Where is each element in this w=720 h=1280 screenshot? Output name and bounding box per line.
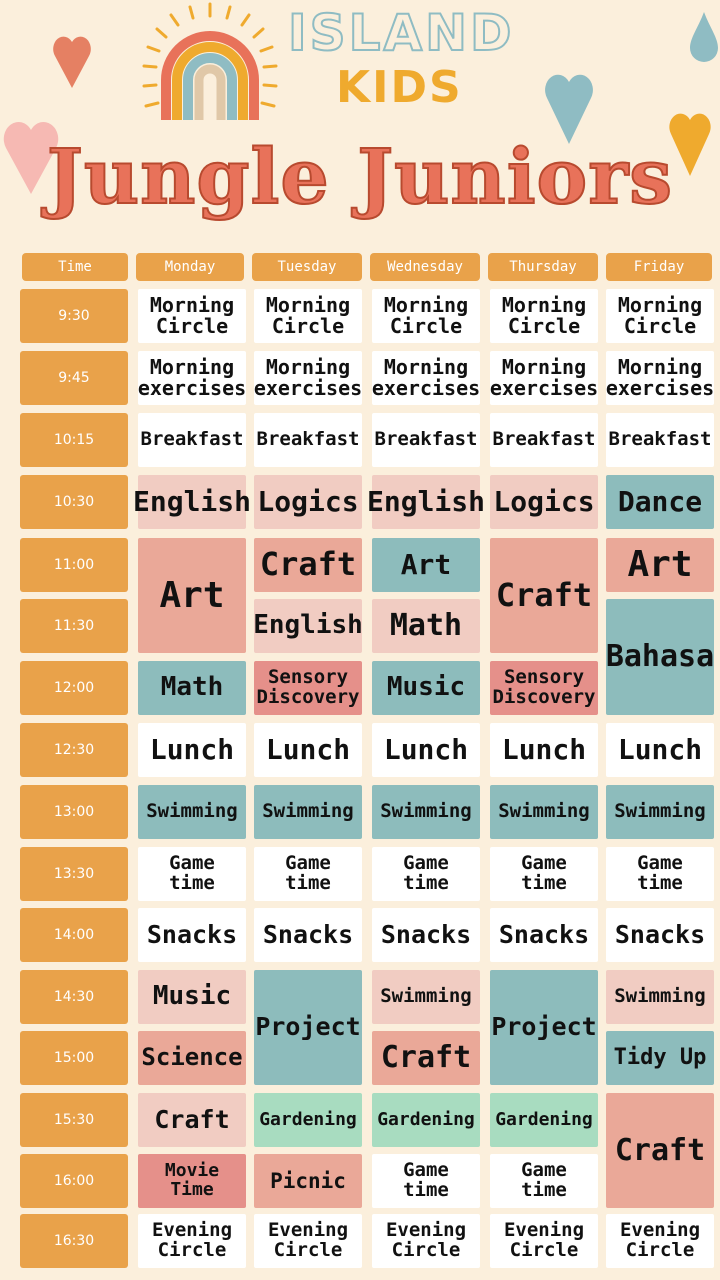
time-slot-label: 12:30 [20, 723, 128, 777]
activity-movie-time: Movie Time [138, 1154, 246, 1208]
activity-music: Music [138, 970, 246, 1024]
activity-game-time: Game time [138, 847, 246, 901]
activity-snacks: Snacks [606, 908, 714, 962]
activity-morning-circle: Morning Circle [254, 289, 362, 343]
activity-snacks: Snacks [138, 908, 246, 962]
page-title: Jungle Juniors [46, 132, 674, 221]
activity-breakfast: Breakfast [372, 413, 480, 467]
activity-english: English [254, 599, 362, 653]
activity-lunch: Lunch [138, 723, 246, 777]
activity-evening-circle: Evening Circle [606, 1214, 714, 1268]
activity-swimming: Swimming [372, 970, 480, 1024]
brand-line-2: KIDS [336, 62, 463, 113]
activity-lunch: Lunch [490, 723, 598, 777]
activity-game-time: Game time [490, 847, 598, 901]
activity-math: Math [372, 599, 480, 653]
activity-art: Art [138, 538, 246, 653]
activity-swimming: Swimming [372, 785, 480, 839]
activity-art: Art [372, 538, 480, 592]
activity-craft: Craft [138, 1093, 246, 1147]
activity-swimming: Swimming [606, 970, 714, 1024]
activity-art: Art [606, 538, 714, 592]
activity-logics: Logics [490, 475, 598, 529]
activity-english: English [138, 475, 246, 529]
activity-morning-circle: Morning Circle [372, 289, 480, 343]
header-time: Time [22, 253, 128, 281]
activity-math: Math [138, 661, 246, 715]
droplet-icon [688, 10, 720, 64]
activity-game-time: Game time [606, 847, 714, 901]
activity-breakfast: Breakfast [490, 413, 598, 467]
activity-gardening: Gardening [254, 1093, 362, 1147]
activity-picnic: Picnic [254, 1154, 362, 1208]
activity-project: Project [254, 970, 362, 1085]
time-slot-label: 11:00 [20, 538, 128, 592]
activity-evening-circle: Evening Circle [490, 1214, 598, 1268]
activity-morning-exercises: Morning exercises [606, 351, 714, 405]
activity-morning-exercises: Morning exercises [254, 351, 362, 405]
activity-breakfast: Breakfast [138, 413, 246, 467]
activity-swimming: Swimming [606, 785, 714, 839]
activity-gardening: Gardening [490, 1093, 598, 1147]
header-tuesday: Tuesday [252, 253, 362, 281]
activity-breakfast: Breakfast [254, 413, 362, 467]
activity-evening-circle: Evening Circle [254, 1214, 362, 1268]
activity-project: Project [490, 970, 598, 1085]
time-slot-label: 14:30 [20, 970, 128, 1024]
activity-morning-exercises: Morning exercises [138, 351, 246, 405]
rainbow-logo-icon [140, 2, 280, 130]
activity-sensory-discovery: Sensory Discovery [490, 661, 598, 715]
time-slot-label: 16:00 [20, 1154, 128, 1208]
time-slot-label: 13:30 [20, 847, 128, 901]
activity-game-time: Game time [490, 1154, 598, 1208]
activity-game-time: Game time [372, 847, 480, 901]
activity-bahasa: Bahasa [606, 599, 714, 715]
header-thursday: Thursday [488, 253, 598, 281]
activity-english: English [372, 475, 480, 529]
activity-snacks: Snacks [254, 908, 362, 962]
time-slot-label: 10:30 [20, 475, 128, 529]
activity-craft: Craft [254, 538, 362, 592]
activity-craft: Craft [606, 1093, 714, 1208]
activity-science: Science [138, 1031, 246, 1085]
header-friday: Friday [606, 253, 712, 281]
activity-game-time: Game time [254, 847, 362, 901]
activity-game-time: Game time [372, 1154, 480, 1208]
time-slot-label: 13:00 [20, 785, 128, 839]
activity-morning-exercises: Morning exercises [372, 351, 480, 405]
activity-morning-circle: Morning Circle [606, 289, 714, 343]
activity-snacks: Snacks [372, 908, 480, 962]
time-slot-label: 16:30 [20, 1214, 128, 1268]
activity-morning-circle: Morning Circle [490, 289, 598, 343]
activity-swimming: Swimming [254, 785, 362, 839]
activity-sensory-discovery: Sensory Discovery [254, 661, 362, 715]
activity-morning-exercises: Morning exercises [490, 351, 598, 405]
header-monday: Monday [136, 253, 244, 281]
activity-music: Music [372, 661, 480, 715]
activity-gardening: Gardening [372, 1093, 480, 1147]
activity-morning-circle: Morning Circle [138, 289, 246, 343]
activity-swimming: Swimming [138, 785, 246, 839]
brand-line-1: ISLAND [288, 4, 515, 62]
time-slot-label: 11:30 [20, 599, 128, 653]
time-slot-label: 9:45 [20, 351, 128, 405]
time-slot-label: 12:00 [20, 661, 128, 715]
header-wednesday: Wednesday [370, 253, 480, 281]
activity-tidy-up: Tidy Up [606, 1031, 714, 1085]
activity-logics: Logics [254, 475, 362, 529]
activity-lunch: Lunch [254, 723, 362, 777]
activity-breakfast: Breakfast [606, 413, 714, 467]
activity-lunch: Lunch [606, 723, 714, 777]
activity-lunch: Lunch [372, 723, 480, 777]
time-slot-label: 15:30 [20, 1093, 128, 1147]
activity-craft: Craft [372, 1031, 480, 1085]
time-slot-label: 15:00 [20, 1031, 128, 1085]
heart-icon-red [52, 32, 92, 88]
activity-evening-circle: Evening Circle [138, 1214, 246, 1268]
time-slot-label: 9:30 [20, 289, 128, 343]
activity-craft: Craft [490, 538, 598, 653]
activity-dance: Dance [606, 475, 714, 529]
activity-swimming: Swimming [490, 785, 598, 839]
time-slot-label: 10:15 [20, 413, 128, 467]
activity-evening-circle: Evening Circle [372, 1214, 480, 1268]
time-slot-label: 14:00 [20, 908, 128, 962]
activity-snacks: Snacks [490, 908, 598, 962]
